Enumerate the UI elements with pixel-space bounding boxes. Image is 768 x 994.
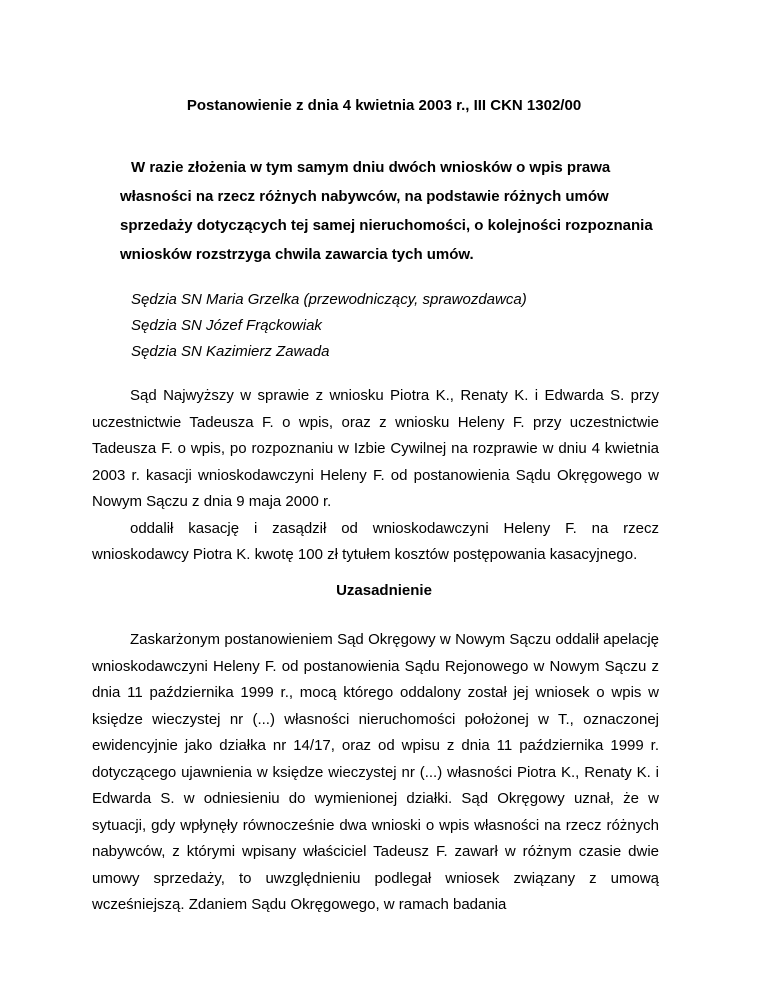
section-heading: Uzasadnienie bbox=[336, 582, 432, 599]
justification-paragraph: Zaskarżonym postanowieniem Sąd Okręgowy w Nowym Sączu oddalił apelację wnioskodawczyni Heleny F. od postanowienia Sądu Rejonowego w Nowym Sączu z dnia 11 października 1999 r., mocą którego oddalony został jej wniosek o wpis w księdze wieczystej nr (...) własności nieruchomości położonej w T., oznaczonej ewidencyjnie jako działka nr 14/17, oraz od wpisu z dnia 11 października 1999 r. dotyczącego ujawnienia w księdze wieczystej nr (...) własności Piotra K., Renaty K. i Edwarda S. w odniesieniu do wymienionej działki. Sąd Okręgowy uznał, że w sytuacji, gdy wpłynęły równocześnie dwa wnioski o wpis własności na rzecz różnych nabywców, z którymi wpisany właściciel Tadeusz F. zawarł w różnym czasie dwie umowy sprzedaży, to uwzględnieniu podlegał wniosek związany z umową wcześniejszą. Zdaniem Sądu Okręgowego, w ramach badania bbox=[92, 631, 659, 913]
judge-line: Sędzia SN Józef Frąckowiak bbox=[131, 317, 322, 334]
thesis-text: W razie złożenia w tym samym dniu dwóch wniosków o wpis prawa własności na rzecz różnych nabywców, na podstawie różnych umów sprzedaży dotyczących tej samej nieruchomości, o kolejności rozpoznania wniosków rozstrzyga chwila zawarcia tych umów. bbox=[120, 159, 653, 263]
intro-paragraph: Sąd Najwyższy w sprawie z wniosku Piotra K., Renaty K. i Edwarda S. przy uczestnictwie Tadeusza F. o wpis, oraz z wniosku Heleny F. przy uczestnictwie Tadeusza F. o wpis, po rozpoznaniu w Izbie Cywilnej na rozprawie w dniu 4 kwietnia 2003 r. kasacji wnioskodawczyni Heleny F. od postanowienia Sądu Okręgowego w Nowym Sączu z dnia 9 maja 2000 r. bbox=[92, 387, 659, 510]
decision-paragraph: oddalił kasację i zasądził od wnioskodawczyni Heleny F. na rzecz wnioskodawcy Piotra K. kwotę 100 zł tytułem kosztów postępowania kasacyjnego. bbox=[92, 519, 659, 563]
judge-line: Sędzia SN Kazimierz Zawada bbox=[131, 343, 330, 360]
justification-block bbox=[92, 627, 659, 919]
judges-list bbox=[131, 287, 527, 365]
thesis-block bbox=[120, 153, 660, 269]
document-title: Postanowienie z dnia 4 kwietnia 2003 r., III CKN 1302/00 bbox=[186, 97, 582, 114]
ruling-block bbox=[92, 383, 659, 569]
judge-line: Sędzia SN Maria Grzelka (przewodniczący, sprawozdawca) bbox=[131, 291, 527, 308]
